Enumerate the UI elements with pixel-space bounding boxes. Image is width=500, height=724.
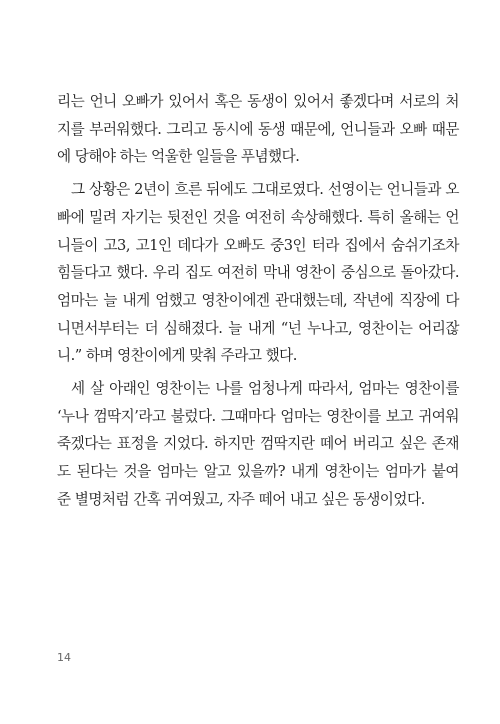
- paragraph-3: 세 살 아래인 영찬이는 나를 엄청나게 따라서, 엄마는 영찬이를 ‘누나 껌딱지’라고 불렀다. 그때마다 엄마는 영찬이를 보고 귀여워 죽겠다는 표정을 지었다. 하지만 껌딱지란 떼어 버리고 싶은 존재도 된다는 것을 엄마는 알고 있을까? 내게 영찬이는 엄마가 붙여 준 별명처럼 간혹 귀여웠고, 자주 떼어 내고 싶은 동생이었다.: [57, 380, 459, 508]
- page-number: 14: [57, 651, 71, 664]
- paragraph-1: 리는 언니 오빠가 있어서 혹은 동생이 있어서 좋겠다며 서로의 처지를 부러워했다. 그리고 동시에 동생 때문에, 언니들과 오빠 때문에 당해야 하는 억울한 일들을 푸념했다.: [57, 93, 459, 166]
- paragraph-2: 그 상황은 2년이 흐른 뒤에도 그대로였다. 선영이는 언니들과 오빠에 밀려 자기는 뒷전인 것을 여전히 속상해했다. 특히 올해는 언니들이 고3, 고1인 데다가 오빠도 중3인 터라 집에서 숨쉬기조차 힘들다고 했다. 우리 집도 여전히 막내 영찬이 중심으로 돌아갔다. 엄마는 늘 내게 엄했고 영찬이에겐 관대했는데, 작년에 직장에 다니면서부터는 더 심해졌다. 늘 내게 “넌 누나고, 영찬이는 어리잖니.” 하며 영찬이에게 맞춰 주라고 했다.: [57, 181, 459, 365]
- body-text: [57, 88, 459, 519]
